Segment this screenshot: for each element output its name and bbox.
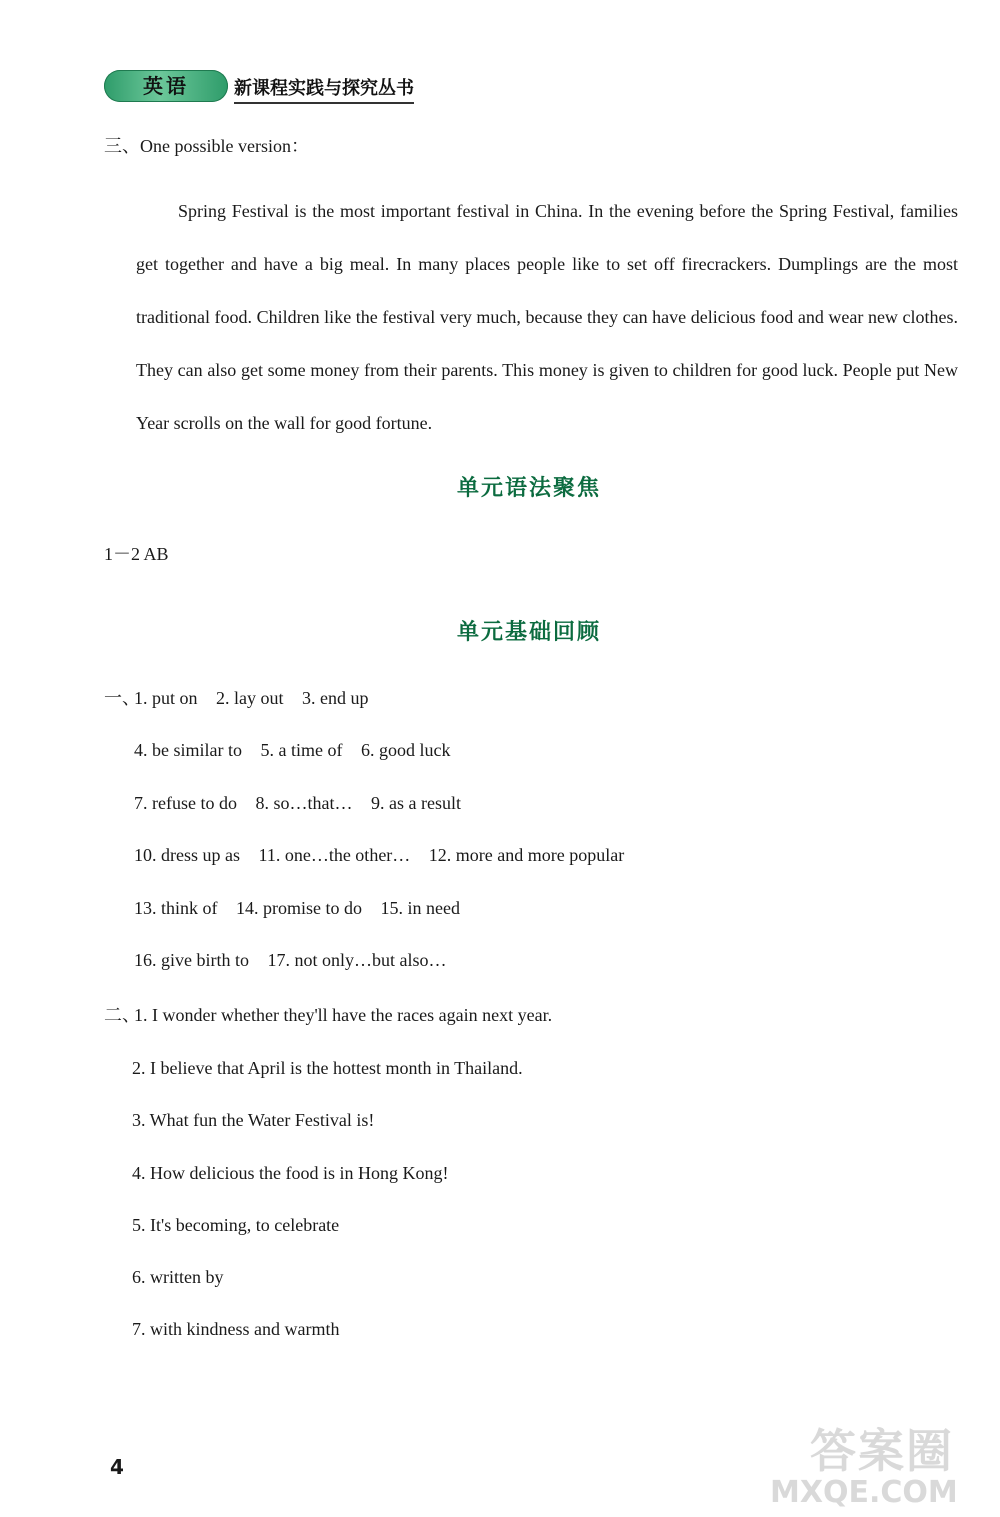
part1-list bbox=[134, 738, 624, 1001]
grammar-answer: 1－2 AB bbox=[104, 544, 169, 564]
answer-item: 8. so…that… bbox=[255, 792, 353, 813]
watermark bbox=[760, 1415, 990, 1510]
list-item bbox=[134, 738, 624, 791]
list-item: 3. What fun the Water Festival is! bbox=[132, 1110, 375, 1131]
page-number: 4 bbox=[110, 1455, 124, 1479]
list-item bbox=[134, 843, 624, 896]
section3-label: 三、One possible version： bbox=[104, 136, 309, 156]
answer-item: 2. lay out bbox=[216, 688, 284, 708]
watermark-url: MXQE.COM bbox=[770, 1475, 958, 1510]
part1-prefix: 一、 bbox=[104, 688, 140, 708]
answer-item: 12. more and more popular bbox=[428, 845, 625, 865]
answer-item: 17. not only…but also… bbox=[267, 950, 447, 970]
answer-item: 1. put on bbox=[134, 688, 198, 708]
watermark-text: 答案圈 bbox=[810, 1424, 954, 1478]
list-item: 2. I believe that April is the hottest month in Thailand. bbox=[132, 1058, 523, 1078]
review-heading: 单元基础回顾 bbox=[456, 620, 601, 645]
part2-item-1: 1. I wonder whether they'll have the races again next year. bbox=[134, 1005, 553, 1025]
answer-item: 14. promise to do bbox=[236, 897, 362, 918]
list-item: 5. It's becoming, to celebrate bbox=[132, 1214, 340, 1235]
list-item: 6. written by bbox=[132, 1267, 224, 1288]
answer-item: 16. give birth to bbox=[134, 950, 249, 970]
answer-item: 4. be similar to bbox=[134, 740, 242, 760]
list-item bbox=[134, 948, 624, 1001]
list-item: 7. with kindness and warmth bbox=[132, 1319, 340, 1340]
answer-item: 5. a time of bbox=[260, 740, 343, 760]
grammar-heading: 单元语法聚焦 bbox=[456, 476, 601, 501]
list-item: 4. How delicious the food is in Hong Kong! bbox=[132, 1162, 449, 1183]
list-item bbox=[134, 896, 624, 949]
answer-item: 11. one…the other… bbox=[258, 845, 411, 865]
answer-item: 9. as a result bbox=[370, 792, 461, 813]
part2-list bbox=[132, 1056, 523, 1370]
answer-item: 6. good luck bbox=[360, 740, 451, 760]
list-item bbox=[134, 791, 624, 844]
answer-item: 10. dress up as bbox=[134, 845, 240, 865]
answer-item: 15. in need bbox=[380, 897, 460, 918]
subject-label: 英语 bbox=[143, 74, 189, 98]
answer-item: 13. think of bbox=[134, 897, 218, 918]
part1-row-1 bbox=[134, 686, 369, 710]
answer-item: 3. end up bbox=[302, 688, 369, 708]
essay-paragraph: Spring Festival is the most important festival in China. In the evening before the Spring Festival, families get together and have a big meal. In many places people like to set off firecrackers. Dumplings are the most traditional food. Children like the festival very much, because they can have delicious food and wear new clothes. They can also get some money from their parents. This money is given to children for good luck. People put New Year scrolls on the wall for good fortune. bbox=[136, 201, 958, 433]
series-title: 新课程实践与探究丛书 bbox=[234, 74, 414, 104]
part2-prefix: 二、 bbox=[104, 1005, 140, 1025]
page-header bbox=[104, 70, 424, 104]
answer-item: 7. refuse to do bbox=[134, 792, 237, 813]
